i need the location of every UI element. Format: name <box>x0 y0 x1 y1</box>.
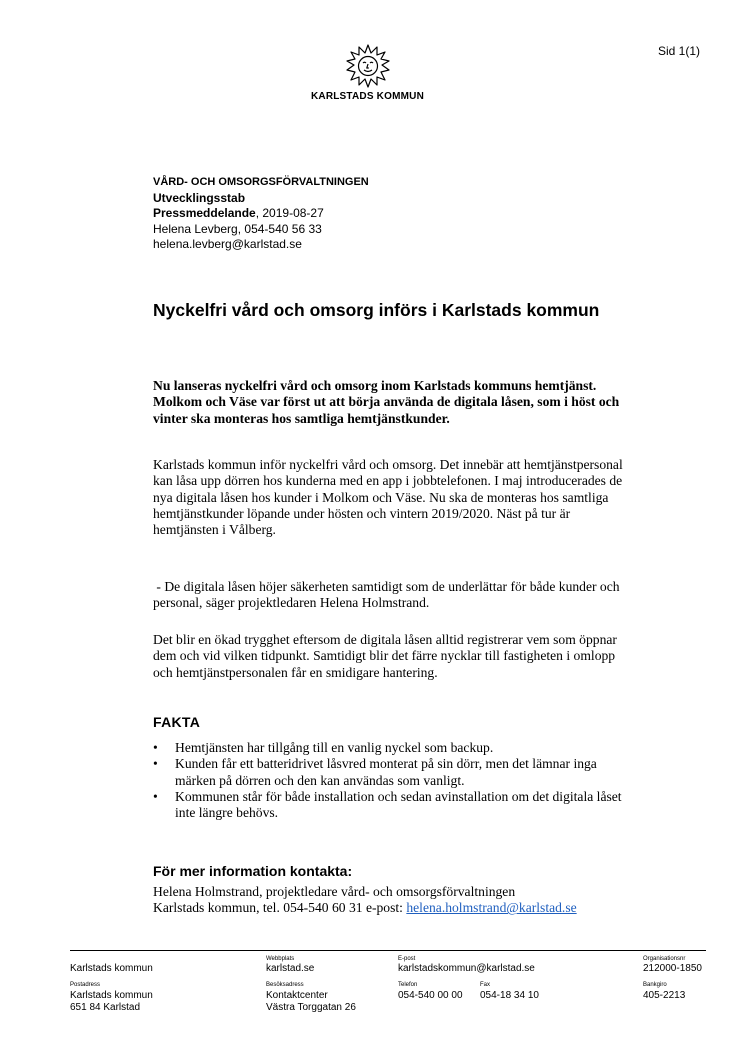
footer-postadress-1: Karlstads kommun <box>70 990 153 1001</box>
list-item: • Hemtjänsten har tillgång till en vanlig nyckel som backup. <box>153 740 633 756</box>
logo <box>300 44 435 102</box>
footer-telefon: 054-540 00 00 <box>398 990 463 1001</box>
department: VÅRD- OCH OMSORGSFÖRVALTNINGEN <box>153 176 369 188</box>
footer-epost-label: E-post <box>398 956 416 962</box>
doc-type: Pressmeddelande <box>153 206 256 220</box>
footer-postadress-2: 651 84 Karlstad <box>70 1002 141 1013</box>
contact-line-2-text: Karlstads kommun, tel. 054-540 60 31 e-post: <box>153 900 407 916</box>
sender-email: helena.levberg@karlstad.se <box>153 237 302 251</box>
contact-email-link[interactable]: helena.holmstrand@karlstad.se <box>406 900 577 916</box>
footer-epost[interactable]: karlstadskommun@karlstad.se <box>398 963 535 974</box>
logo-text: KARLSTADS KOMMUN <box>310 91 424 102</box>
list-item: • Kunden får ett batteridrivet låsvred monterat på sin dörr, men det lämnar inga märken på dörren och den kan användas som vanligt. <box>153 756 633 789</box>
footer-webbplats[interactable]: karlstad.se <box>266 963 315 974</box>
body-paragraph-1: Karlstads kommun inför nyckelfri vård och omsorg. Det innebär att hemtjänstpersonal kan låsa upp dörren hos kunderna med en app i jobbtelefonen. I maj introducerades de nya digitala låsen hos kunder i Molkom och Väse. Nu ska de monteras hos samtliga hemtjänstkunder löpande under hösten och vintern 2019/2020. Näst på tur är hemtjänsten i Vålberg. <box>153 457 623 538</box>
sun-face-icon <box>346 44 390 88</box>
page-number: Sid 1(1) <box>658 44 701 58</box>
fakta-title: FAKTA <box>153 714 201 730</box>
footer-postadress-label: Postadress <box>70 982 101 988</box>
footer-fax-label: Fax <box>480 982 491 988</box>
footer-webbplats-label: Webbplats <box>266 956 295 962</box>
lead-paragraph: Nu lanseras nyckelfri vård och omsorg inom Karlstads kommuns hemtjänst. Molkom och Väse var först ut att börja använda de digitala låsen, som i höst och vinter ska monteras hos samtliga hemtjänstkunder. <box>153 378 620 426</box>
body-paragraph-2: - De digitala låsen höjer säkerheten samtidigt som de underlättar för både kunder och personal, säger projektledaren Helena Holmstrand. <box>153 579 623 611</box>
footer-besok-label: Besöksadress <box>266 982 304 988</box>
footer-divider <box>70 950 706 951</box>
contact-line-1: Helena Holmstrand, projektledare vård- och omsorgsförvaltningen <box>153 884 516 899</box>
sender-contact: Helena Levberg, 054-540 56 33 <box>153 221 322 236</box>
footer-fax: 054-18 34 10 <box>480 990 539 1001</box>
doc-type-line <box>153 206 369 222</box>
footer-besok-1: Kontaktcenter <box>266 990 328 1001</box>
contact-block <box>153 884 643 917</box>
footer-bankgiro-label: Bankgiro <box>643 982 667 988</box>
footer-org-name: Karlstads kommun <box>70 963 153 974</box>
list-item: • Kommunen står för både installation och sedan avinstallation om det digitala låset inte längre behövs. <box>153 789 633 822</box>
footer-bankgiro: 405-2213 <box>643 990 686 1001</box>
fakta-list <box>153 740 633 821</box>
footer-orgnr-label: Organisationsnr <box>643 956 686 962</box>
body-paragraph-3: Det blir en ökad trygghet eftersom de digitala låsen alltid registrerar vem som öppnar dem och vid vilken tidpunkt. Samtidigt blir det färre nycklar till fastigheten i omlopp och hemtjänstpersonalen får en smidigare hantering. <box>153 632 617 680</box>
contact-line-2 <box>153 900 643 916</box>
contact-title: För mer information kontakta: <box>153 863 353 879</box>
unit: Utvecklingsstab <box>153 190 246 205</box>
doc-date: , 2019-08-27 <box>255 206 324 220</box>
sender-block <box>153 175 369 253</box>
footer-besok-2: Västra Torggatan 26 <box>266 1002 356 1013</box>
headline: Nyckelfri vård och omsorg införs i Karlstads kommun <box>153 300 600 320</box>
footer-telefon-label: Telefon <box>398 982 418 988</box>
footer-orgnr: 212000-1850 <box>643 963 702 974</box>
